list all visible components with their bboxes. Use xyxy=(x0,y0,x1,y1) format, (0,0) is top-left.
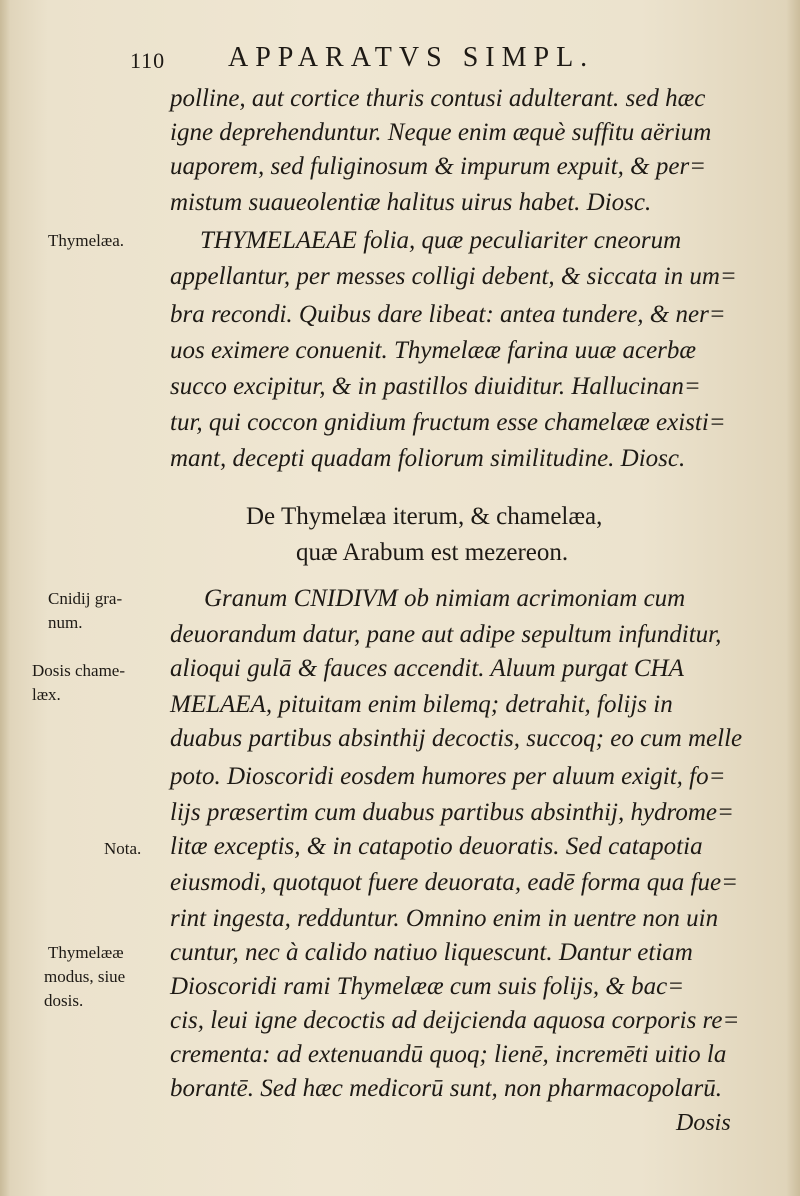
text-line: crementa: ad extenuandū quoq; lienē, incremēti uitio la xyxy=(170,1041,727,1068)
text-line: poto. Dioscoridi eosdem humores per aluum exigit, fo= xyxy=(170,763,726,790)
page-edge-shadow xyxy=(786,0,800,1196)
margin-note-nota: Nota. xyxy=(104,839,142,858)
margin-note-modus: Thymelææ xyxy=(48,943,124,962)
page-number: 110 xyxy=(130,48,166,73)
text-line: uos eximere conuenit. Thymelææ farina uuæ acerbæ xyxy=(170,337,697,364)
margin-note-modus: modus, siue xyxy=(44,967,126,986)
running-title: APPARATVS SIMPL. xyxy=(228,42,595,73)
margin-note-dosis: Dosis chame- xyxy=(32,661,126,680)
text-line: succo excipitur, & in pastillos diuiditur. Hallucinan= xyxy=(170,373,701,400)
text-line: eiusmodi, quotquot fuere deuorata, eadē forma qua fue= xyxy=(170,869,738,896)
text-line: lijs præsertim cum duabus partibus absinthij, hydrome= xyxy=(170,799,734,826)
text-line: THYMELAEAE folia, quæ peculiariter cneorum xyxy=(200,227,682,254)
text-line: cuntur, nec à calido natiuo liquescunt. Dantur etiam xyxy=(170,939,693,966)
text-line: bra recondi. Quibus dare libeat: antea tundere, & ner= xyxy=(170,301,726,328)
text-line: Granum CNIDIVM ob nimiam acrimoniam cum xyxy=(204,585,686,612)
section-heading-line-1: De Thymelæa iterum, & chamelæa, xyxy=(246,503,603,530)
text-line: deuorandum datur, pane aut adipe sepultum infunditur, xyxy=(170,621,722,648)
margin-note-cnidij: Cnidij gra- xyxy=(48,589,123,608)
text-line: igne deprehenduntur. Neque enim æquè suffitu aërium xyxy=(170,119,712,146)
running-head xyxy=(118,40,678,80)
text-line: rint ingesta, redduntur. Omnino enim in uentre non uin xyxy=(170,905,719,932)
text-line: mistum suaueolentiæ halitus uirus habet. Diosc. xyxy=(170,189,652,216)
page-gutter-shadow xyxy=(0,0,10,1196)
text-line: tur, qui coccon gnidium fructum esse chamelææ existi= xyxy=(170,409,726,436)
text-line: cis, leui igne decoctis ad deijcienda aquosa corporis re= xyxy=(170,1007,740,1034)
catchword: Dosis xyxy=(676,1110,731,1136)
text-line: alioqui gulā & fauces accendit. Aluum purgat CHA xyxy=(170,655,684,682)
margin-note-modus: dosis. xyxy=(44,991,84,1010)
text-line: polline, aut cortice thuris contusi adulterant. sed hæc xyxy=(170,85,706,112)
text-line: duabus partibus absinthij decoctis, succoq; eo cum melle xyxy=(170,725,743,752)
text-line: litæ exceptis, & in catapotio deuoratis. Sed catapotia xyxy=(170,833,703,860)
text-line: MELAEA, pituitam enim bilemq; detrahit, folijs in xyxy=(170,691,673,718)
section-heading-line-2: quæ Arabum est mezereon. xyxy=(296,539,569,566)
margin-note-dosis: læx. xyxy=(32,685,61,704)
text-line: uaporem, sed fuliginosum & impurum expuit, & per= xyxy=(170,153,707,180)
text-line: borantē. Sed hæc medicorū sunt, non pharmacopolarū. xyxy=(170,1075,723,1102)
text-line: Dioscoridi rami Thymelææ cum suis folijs, & bac= xyxy=(170,973,685,1000)
text-line: mant, decepti quadam foliorum similitudine. Diosc. xyxy=(170,445,686,472)
margin-note-thymelaea: Thymelæa. xyxy=(48,231,125,250)
text-line: appellantur, per messes colligi debent, & siccata in um= xyxy=(170,263,737,290)
margin-note-cnidij: num. xyxy=(48,613,83,632)
